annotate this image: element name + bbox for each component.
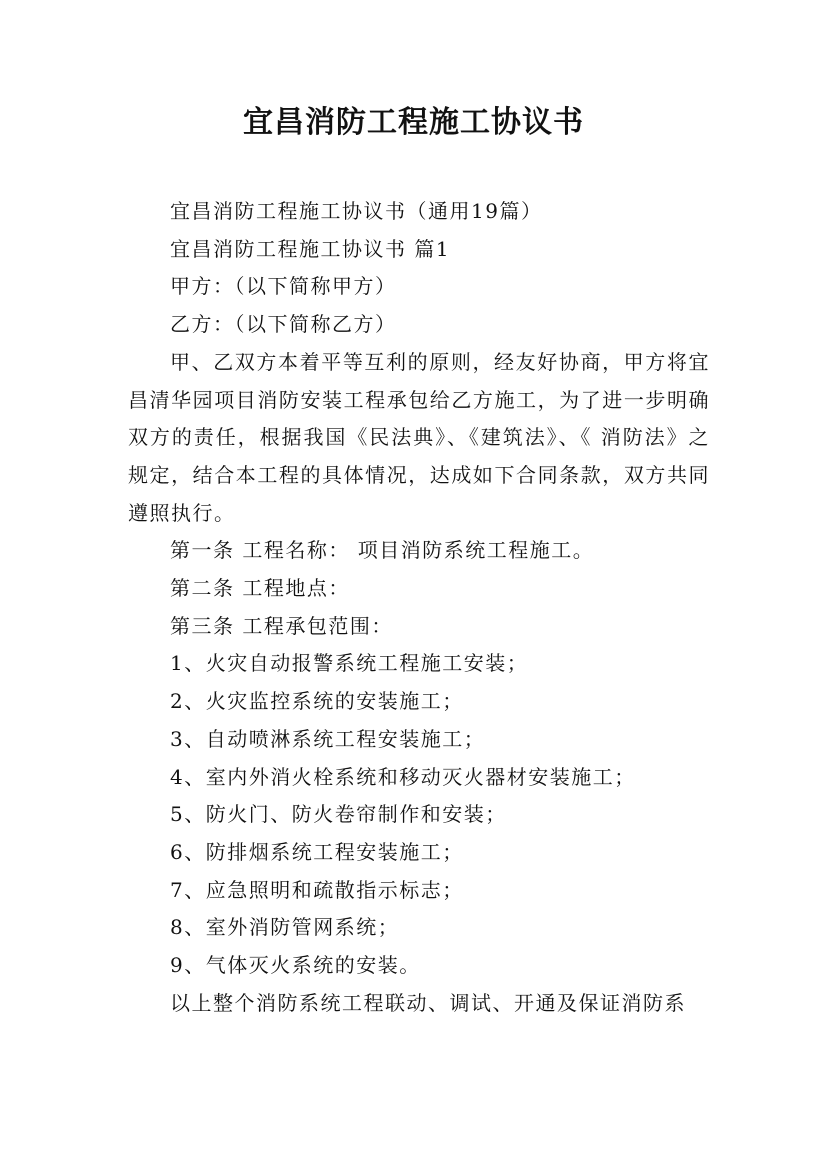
document-title: 宜昌消防工程施工协议书 xyxy=(243,105,584,140)
paragraph-article-1: 第一条 工程名称： 项目消防系统工程施工。 xyxy=(170,538,595,563)
list-item-4: 4、室内外消火栓系统和移动灭火器材安装施工； xyxy=(170,764,636,789)
list-item-1: 1、火灾自动报警系统工程施工安装； xyxy=(170,651,529,676)
paragraph-preamble: 甲、乙双方本着平等互利的原则，经友好协商，甲方将宜昌清华园项目消防安装工程承包给乙方施工，为了进一步明确双方的责任，根据我国《民法典》、《建筑法》、《 消防法》之规定，结合本工程的具体情况，达成如下合同条款，双方共同遵照执行。 xyxy=(128,349,710,525)
list-item-2: 2、火灾监控系统的安装施工； xyxy=(170,689,464,714)
list-item-6: 6、防排烟系统工程安装施工； xyxy=(170,839,464,864)
list-item-9: 9、气体灭火系统的安装。 xyxy=(170,953,421,978)
paragraph-subtitle: 宜昌消防工程施工协议书（通用19篇） xyxy=(170,199,543,223)
list-item-8: 8、室外消防管网系统； xyxy=(170,915,400,940)
list-item-5: 5、防火门、防火卷帘制作和安装； xyxy=(170,802,507,827)
list-item-3: 3、自动喷淋系统工程安装施工； xyxy=(170,726,486,751)
paragraph-party-a: 甲方：（以下简称甲方） xyxy=(170,274,397,299)
paragraph-closing: 以上整个消防系统工程联动、调试、开通及保证消防系 xyxy=(170,990,686,1015)
paragraph-article-2: 第二条 工程地点： xyxy=(170,576,350,601)
paragraph-section-heading: 宜昌消防工程施工协议书 篇1 xyxy=(170,236,451,261)
paragraph-party-b: 乙方：（以下简称乙方） xyxy=(170,312,397,337)
document-body xyxy=(128,193,710,1022)
paragraph-article-3: 第三条 工程承包范围： xyxy=(170,613,393,638)
list-item-7: 7、应急照明和疏散指示标志； xyxy=(170,877,464,902)
